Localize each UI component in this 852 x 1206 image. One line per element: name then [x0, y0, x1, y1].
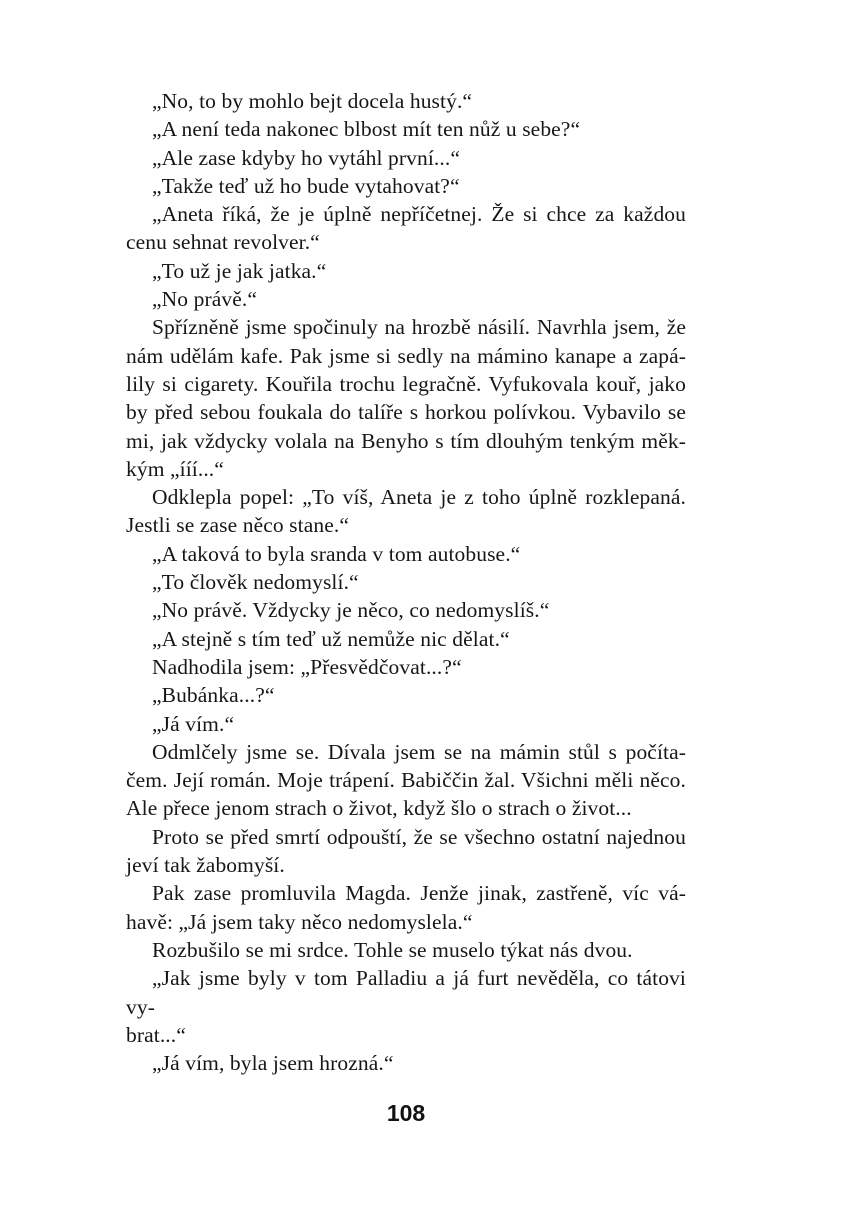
text-line: „No, to by mohlo bejt docela hustý.“ — [152, 89, 473, 113]
text-line: čem. Její román. Moje trápení. Babiččin žal. Všichni měli něco. — [126, 768, 686, 793]
text-line: „Takže teď už ho bude vytahovat?“ — [152, 173, 460, 198]
text-line: „A taková to byla sranda v tom autobuse.“ — [152, 541, 521, 566]
paragraph — [126, 115, 686, 143]
text-line: „To už je jak jatka.“ — [152, 258, 327, 283]
paragraph — [126, 596, 686, 624]
paragraph — [126, 172, 686, 200]
text-line: havě: „Já jsem taky něco nedomyslela.“ — [126, 909, 473, 934]
text-line: lily si cigarety. Kouřila trochu legračně. Vyfukovala kouř, jako — [126, 371, 686, 396]
text-line: „Já vím, byla jsem hrozná.“ — [152, 1051, 394, 1076]
paragraph — [126, 200, 686, 257]
text-line: mi, jak vždycky volala na Benyho s tím dlouhým tenkým měk- — [126, 428, 686, 453]
text-line: „To člověk nedomyslí.“ — [152, 570, 359, 595]
paragraph — [126, 313, 686, 483]
text-line: Proto se před smrtí odpouští, že se všechno ostatní najednou — [152, 824, 686, 849]
text-line: Spřízněně jsme spočinuly na hrozbě násilí. Navrhla jsem, že — [152, 315, 686, 340]
text-line: „Ale zase kdyby ho vytáhl první...“ — [152, 145, 460, 170]
text-line: Nadhodila jsem: „Přesvědčovat...?“ — [152, 654, 462, 679]
paragraph — [126, 483, 686, 540]
text-line: by před sebou foukala do talíře s horkou polívkou. Vybavilo se — [126, 400, 686, 425]
text-line: jeví tak žabomyší. — [126, 853, 285, 878]
text-line: brat...“ — [126, 1022, 186, 1047]
paragraph — [126, 540, 686, 568]
paragraph — [126, 653, 686, 681]
paragraph — [126, 285, 686, 313]
text-line: Pak zase promluvila Magda. Jenže jinak, zastřeně, víc vá- — [152, 881, 686, 906]
paragraph — [126, 681, 686, 709]
text-line: „Já vím.“ — [152, 711, 235, 736]
text-line: „Bubánka...?“ — [152, 683, 275, 708]
paragraph — [126, 257, 686, 285]
text-line: „A stejně s tím teď už nemůže nic dělat.“ — [152, 626, 510, 651]
paragraph — [126, 823, 686, 880]
text-line: Odmlčely jsme se. Dívala jsem se na mámin stůl s počíta- — [152, 739, 686, 764]
paragraph — [126, 738, 686, 823]
paragraph — [126, 964, 686, 1049]
paragraph — [126, 710, 686, 738]
text-line: cenu sehnat revolver.“ — [126, 230, 320, 255]
text-line: Rozbušilo se mi srdce. Tohle se muselo týkat nás dvou. — [152, 937, 633, 962]
text-line: nám udělám kafe. Pak jsme si sedly na mámino kanape a zapá- — [126, 343, 686, 368]
text-line: „Jak jsme byly v tom Palladiu a já furt nevěděla, co tátovi vy- — [126, 966, 686, 1019]
paragraph — [126, 936, 686, 964]
paragraph — [126, 1049, 686, 1077]
text-line: Odklepla popel: „To víš, Aneta je z toho úplně rozklepaná. — [152, 485, 686, 510]
text-line: „No právě. Vždycky je něco, co nedomyslíš.“ — [152, 598, 550, 623]
paragraph — [126, 879, 686, 936]
text-line: Ale přece jenom strach o život, když šlo o strach o život... — [126, 796, 632, 821]
text-line: „Aneta říká, že je úplně nepříčetnej. Že si chce za každou — [152, 202, 686, 227]
text-line: „A není teda nakonec blbost mít ten nůž u sebe?“ — [152, 117, 581, 142]
paragraph — [126, 568, 686, 596]
text-line: Jestli se zase něco stane.“ — [126, 513, 349, 538]
paragraph — [126, 87, 686, 115]
text-line: „No právě.“ — [152, 287, 257, 312]
text-line: kým „ííí...“ — [126, 456, 224, 481]
page-number: 108 — [386, 1100, 426, 1126]
page-text — [126, 87, 686, 1077]
paragraph — [126, 625, 686, 653]
paragraph — [126, 144, 686, 172]
